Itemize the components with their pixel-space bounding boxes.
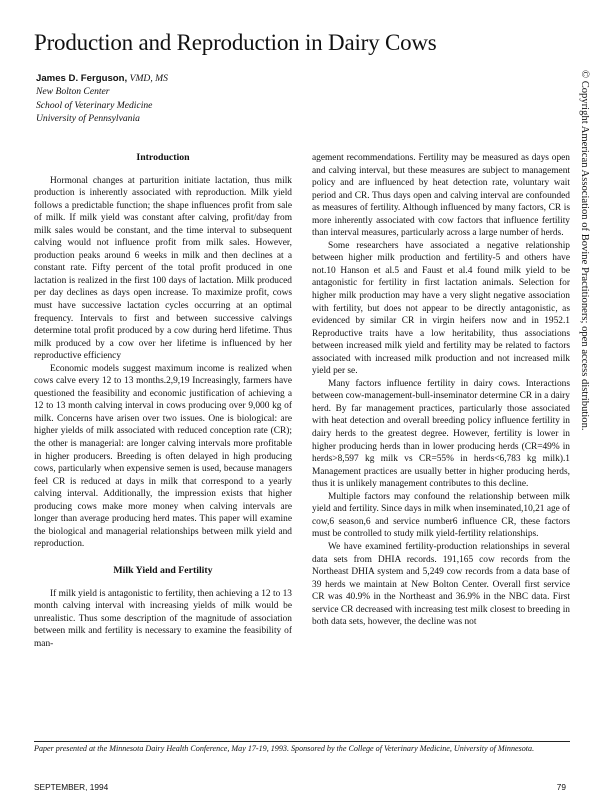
article-title: Production and Reproduction in Dairy Cows bbox=[34, 30, 437, 55]
author-name: James D. Ferguson, bbox=[36, 73, 128, 84]
right-paragraph-4: Multiple factors may confound the relationship between milk yield and fertility. Since days in milk when inseminated,10,21 age of cow,6 season,6 and service number6 influence CR, these factors must be controlled to study milk yield-fertility relationships. bbox=[312, 491, 570, 540]
left-column bbox=[34, 152, 292, 650]
milk-yield-paragraph: If milk yield is antagonistic to fertility, then achieving a 12 to 13 month calving interval with increasing yields of milk would be unrealistic. Thus some description of the magnitude of association between milk and fertility is necessary to examine the feasibility of man- bbox=[34, 588, 292, 649]
right-paragraph-3: Many factors influence fertility in dairy cows. Interactions between cow-management-bull-inseminator determine CR in a dairy herd. By far management practices, particularly those associated with heat detection and overall breeding policy influence fertility in dairy herds to the greatest degree. However, fertility is lower in higher producing herds than in lower producing herds (CR=49% in herds>8,597 kg milk vs CR=55% in herds<6,783 kg milk).1 Management practices are usually better in higher producing herds, thus it is unlikely management contributes to this decline. bbox=[312, 378, 570, 490]
right-paragraph-5: We have examined fertility-production relationships in several data sets from DHIA records. 191,165 cow records from the Northeast DHIA system and 5,249 cow records from a data base of 39 herds we maintain at New Bolton Center. Overall first service CR was 40.9% in the Northeast and 36.9% in the NBC data. First service CR decreased with increasing test milk closest to breeding in both data sets, however, the decline was not bbox=[312, 541, 570, 628]
author-affiliation-1: New Bolton Center bbox=[36, 86, 110, 98]
right-paragraph-1: agement recommendations. Fertility may be measured as days open and calving interval, but these measures are subject to management policy and are influenced by heat detection rate, voluntary wait period and CR. Thus days open and calving interval are confounded as measures of fertility. Although influenced by many factors, CR is more inherently associated with cow factors that influence fertility than interval measures, particularly across a large number of herds. bbox=[312, 153, 570, 239]
right-paragraph-2: Some researchers have associated a negative relationship between higher milk production and fertility-5 and others have not.10 Hanson et al.5 and Faust et al.4 found milk yield to be antagonistic for fertility in first lactation animals. Selection for higher milk production may have a very slight negative association with fertility, but does not appear to be directly antagonistic, as evidenced by similar CR in virgin heifers now and in 1952.1 Reproductive traits have a low heritability, thus associations between increased milk yield and fertility may be related to factors associated with increased milk production and not increased milk yield per se. bbox=[312, 240, 570, 377]
intro-paragraph-2: Economic models suggest maximum income is realized when cows calve every 12 to 13 months.2,9,19 Increasingly, farmers have questioned the feasibility and economic justification of achieving a 12 to 13 month calving interval in cows producing over 9,000 kg of milk. Concerns have arisen over two issues. One is biological: are higher yields of milk associated with reduced conception rate (CR); the other is managerial: are longer calving intervals more profitable in higher producers. Breeding is often delayed in high producing cows, particularly when expensive semen is used, because managers feel CR is reduced at days in milk that correspond to a yearly calving interval. Additionally, the impression exists that higher producing cows make more money when calving intervals are longer than average producing herd mates. This paper will examine the biological and managerial relationships between milk yield and reproduction. bbox=[34, 363, 292, 550]
author-block bbox=[36, 72, 168, 126]
copyright-notice: © Copyright American Association of Bovine Practitioners; open access distribution. bbox=[579, 70, 590, 431]
intro-paragraph-1: Hormonal changes at parturition initiate lactation, thus milk production is inherently associated with reproduction. Milk yield follows a predictable function; the shape influences profit from sale of milk. If milk yield was constant after calving, profit/day from milk sales would be constant, and the time interval to subsequent calving would not influence profit from milk sales. However, production peaks around 6 weeks in milk and then declines at a constant rate. Fifty percent of the total profit produced in one lactation is realized in the first 100 days of lactation. Milk produced per day declines as days open increase. To maximize profit, cows must have successive lactation cycles occurring at an optimal frequency. Intervals to first and between successive calvings determine total profit produced by a cow during herd lifetime. Thus milk produced by a cow over her lifetime is influenced by her reproductive efficiency bbox=[34, 175, 292, 362]
section-heading-milk-yield: Milk Yield and Fertility bbox=[113, 564, 213, 576]
right-column bbox=[312, 152, 570, 629]
author-affiliation-3: University of Pennsylvania bbox=[36, 113, 140, 125]
page-number: 79 bbox=[556, 782, 566, 792]
issue-date: SEPTEMBER, 1994 bbox=[34, 782, 109, 792]
section-heading-introduction: Introduction bbox=[136, 152, 190, 163]
author-affiliation-2: School of Veterinary Medicine bbox=[36, 99, 153, 111]
author-degrees: VMD, MS bbox=[129, 73, 168, 84]
footnote: Paper presented at the Minnesota Dairy Health Conference, May 17-19, 1993. Sponsored by the College of Veterinary Medicine, University of Minnesota. bbox=[34, 741, 570, 754]
